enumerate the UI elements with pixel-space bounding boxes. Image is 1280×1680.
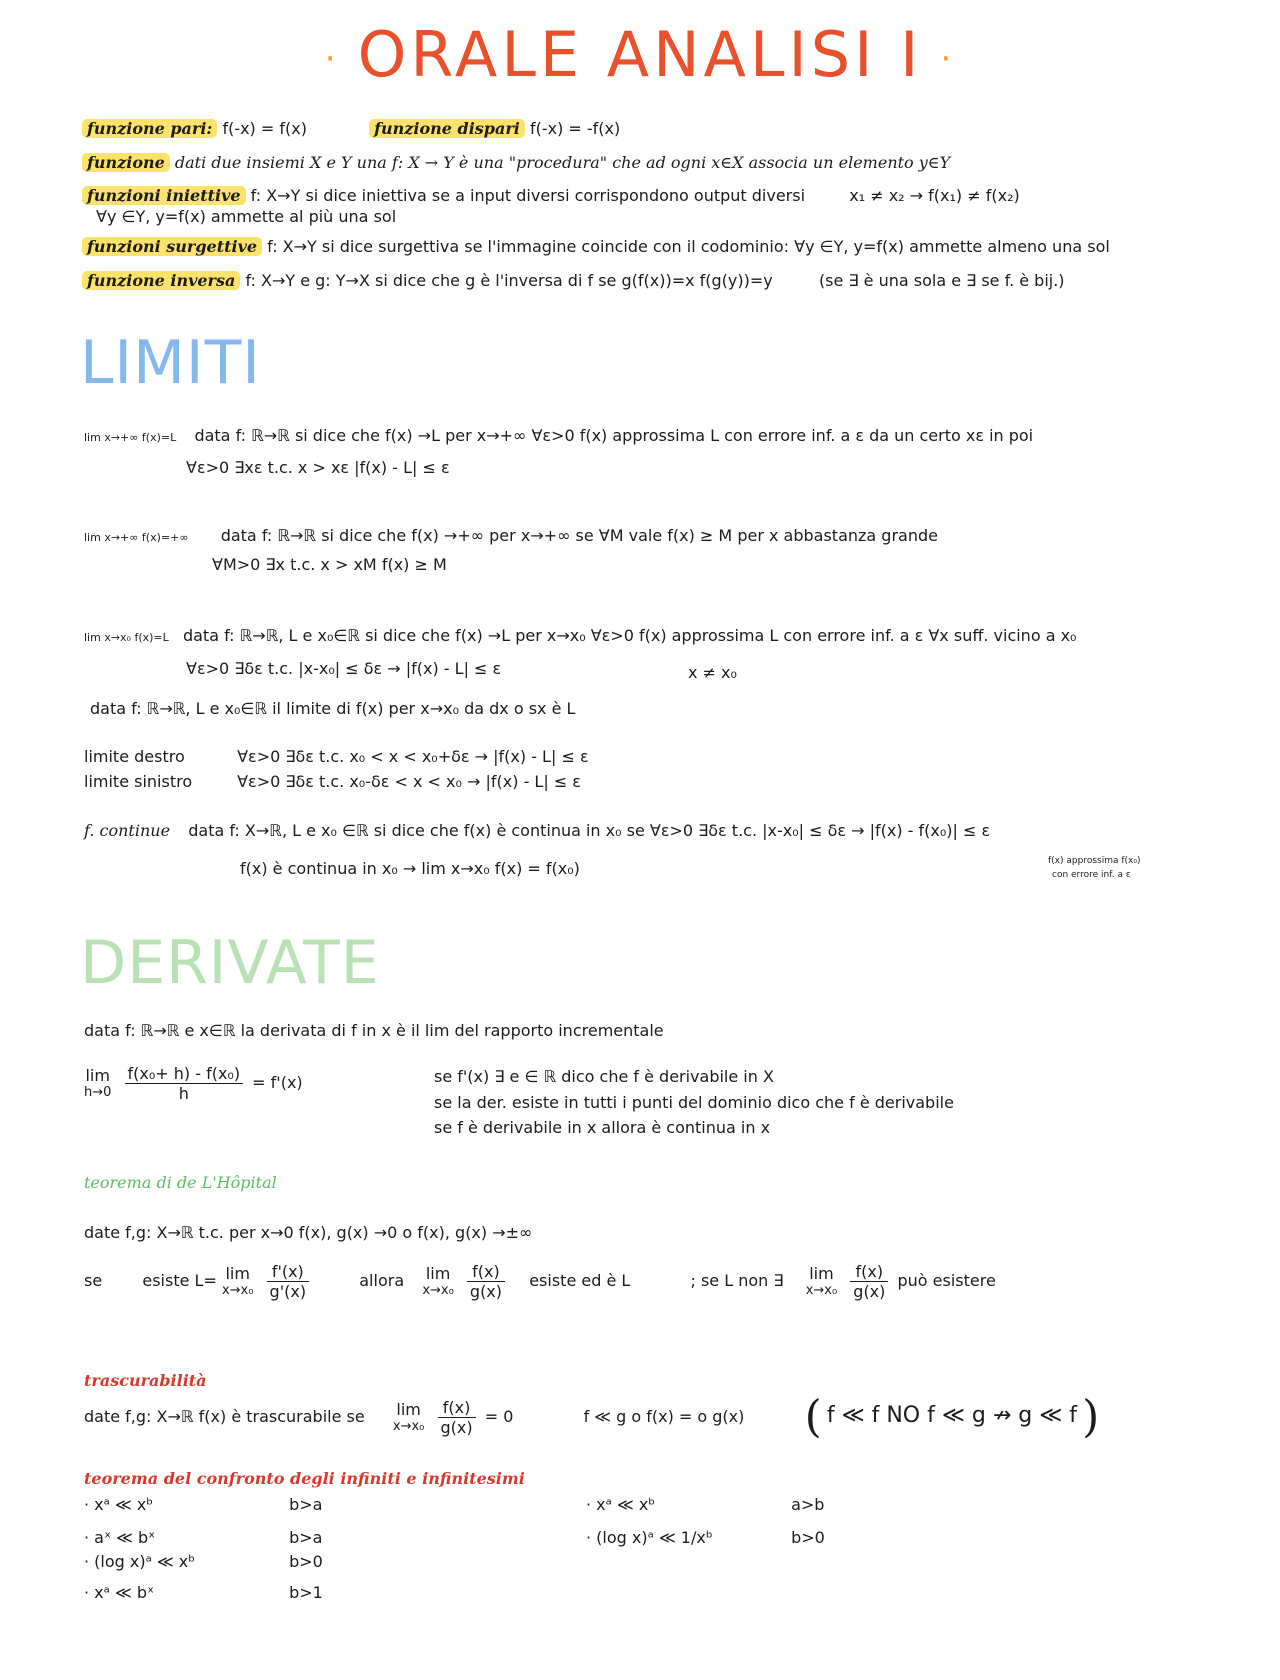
hopital-cond: date f,g: X→ℝ t.c. per x→0 f(x), g(x) →0 o f(x), g(x) →±∞ [84, 1223, 533, 1242]
conf-right-cond-2: b>0 [791, 1528, 825, 1547]
def-inversa-label: funzione inversa [82, 271, 240, 290]
conf-left-row-1 [84, 1494, 322, 1516]
limiti-l1-label: lim x→+∞ f(x)=L [84, 431, 177, 444]
hopital-esiste: esiste L= [142, 1271, 217, 1290]
hopital-lim1 [222, 1265, 254, 1299]
title-dot-left: · [324, 38, 340, 79]
limiti-l1-row [84, 425, 1033, 447]
derivate-incremental-ratio [125, 1064, 244, 1103]
limiti-l3-formula-row [186, 658, 501, 680]
hopital-title-row [84, 1172, 277, 1194]
conf-left-cond-4: b>1 [289, 1583, 323, 1602]
derivate-d1-text: data f: ℝ→ℝ e x∈ℝ la derivata di f in x è il lim del rapporto incrementale [84, 1021, 664, 1040]
trasc-note: f ≪ f NO f ≪ g ↛ g ≪ f [826, 1403, 1077, 1428]
conf-left-row-3 [84, 1551, 323, 1573]
def-funzione-label: funzione [82, 153, 170, 172]
title-text: ORALE ANALISI I [357, 18, 923, 91]
trasc-frac-den: g(x) [440, 1418, 473, 1437]
derivate-note1-row [434, 1066, 774, 1088]
def-surgettive-row [82, 236, 1110, 258]
trasc-lim [393, 1401, 425, 1435]
hopital-lim3-sub: x→x₀ [805, 1282, 838, 1298]
limiti-l2-text: data f: ℝ→ℝ si dice che f(x) →+∞ per x→+∞ se ∀M vale f(x) ≥ M per x abbastanza grande [220, 526, 938, 545]
limiti-destro-row [84, 746, 589, 768]
derivate-note3: se f è derivabile in x allora è continua in x [434, 1118, 771, 1137]
hopital-lim1-sub: x→x₀ [221, 1282, 254, 1298]
conf-left-cond-3: b>0 [289, 1552, 323, 1571]
hopital-title: teorema di de L'Hôpital [84, 1173, 277, 1192]
limiti-l3-row [84, 625, 1076, 647]
conf-left-row-4 [84, 1582, 323, 1604]
derivate-lim-word: lim [85, 1065, 110, 1085]
conf-left-cond-2: b>a [289, 1528, 323, 1547]
hopital-esiste2: esiste ed è L [529, 1271, 631, 1290]
conf-right-cond-1: a>b [791, 1495, 825, 1514]
hopital-lim2 [422, 1265, 454, 1299]
limiti-cont-note-row1 [1048, 856, 1140, 867]
hopital-frac1-num: f'(x) [267, 1262, 310, 1282]
hopital-se: se [84, 1271, 103, 1290]
limiti-cont-note2: con errore inf. a ε [1052, 870, 1131, 880]
limiti-l3-formula: ∀ε>0 ∃δε t.c. |x-x₀| ≤ δε → |f(x) - L| ≤ ε [186, 659, 502, 678]
section-derivate-heading: DERIVATE [80, 928, 380, 998]
conf-left-row-2 [84, 1527, 322, 1549]
derivate-note2-row [434, 1092, 954, 1114]
def-iniettive-row [82, 185, 1020, 207]
limiti-cont-row2 [240, 858, 580, 880]
hopital-lim2-sub: x→x₀ [422, 1282, 454, 1298]
trasc-formula-row [84, 1391, 1100, 1443]
def-surgettive-text: f: X→Y si dice surgettiva se l'immagine coincide con il codominio: ∀y ∈Y, y=f(x) ammette almeno una sol [267, 237, 1110, 256]
limiti-l3-label: lim x→x₀ f(x)=L [84, 631, 169, 644]
hopital-formula-row [84, 1262, 996, 1301]
derivate-def-formula [84, 1064, 303, 1103]
limiti-sinistro-formula: ∀ε>0 ∃δε t.c. x₀-δε < x < x₀ → |f(x) - L| ≤ ε [237, 772, 581, 791]
trasc-mid: f ≪ g o f(x) = o g(x) [583, 1407, 745, 1426]
def-inversa-row [82, 270, 1065, 292]
def-inversa-text: f: X→Y e g: Y→X si dice che g è l'inversa di f se g(f(x))=x f(g(y))=y [245, 271, 773, 290]
limiti-cont-note-row2 [1052, 870, 1131, 881]
trasc-paren-close: ) [1082, 1391, 1100, 1443]
derivate-note1: se f'(x) ∃ e ∈ ℝ dico che f è derivabile in X [434, 1067, 774, 1086]
limiti-cont-text: data f: X→ℝ, L e x₀ ∈ℝ si dice che f(x) è continua in x₀ se ∀ε>0 ∃δε t.c. |x-x₀| ≤ δε → |f(x) - f(x₀)| ≤ ε [188, 821, 991, 840]
conf-left-expr-4: · xᵃ ≪ bˣ [84, 1583, 155, 1602]
conf-right-row-2 [586, 1527, 825, 1549]
limiti-l4-text: data f: ℝ→ℝ, L e x₀∈ℝ il limite di f(x) per x→x₀ da dx o sx è L [90, 699, 576, 718]
hopital-lim3-word: lim [809, 1263, 834, 1283]
hopital-frac1 [267, 1262, 310, 1301]
conf-left-cond-1: b>a [289, 1495, 323, 1514]
hopital-frac3 [850, 1262, 888, 1301]
def-iniettive-row2 [96, 206, 396, 228]
hopital-lim3 [806, 1265, 838, 1299]
limiti-destro-formula: ∀ε>0 ∃δε t.c. x₀ < x < x₀+δε → |f(x) - L| ≤ ε [237, 747, 589, 766]
trasc-lim-sub: x→x₀ [392, 1418, 425, 1434]
limiti-cont-row [84, 820, 990, 842]
derivate-note2: se la der. esiste in tutti i punti del dominio dico che f è derivabile [434, 1093, 954, 1112]
trasc-paren-open: ( [804, 1391, 822, 1443]
limiti-l4-row [90, 698, 575, 720]
limiti-sinistro-label: limite sinistro [84, 772, 193, 791]
limiti-l3-text: data f: ℝ→ℝ, L e x₀∈ℝ si dice che f(x) →L per x→x₀ ∀ε>0 f(x) approssima L con errore inf. a ε ∀x suff. vicino a x₀ [182, 626, 1077, 645]
conf-left-expr-2: · aˣ ≪ bˣ [84, 1528, 156, 1547]
conf-left-expr-1: · xᵃ ≪ xᵇ [84, 1495, 154, 1514]
hopital-se2: ; se L non ∃ [690, 1271, 784, 1290]
def-dispari-label: funzione dispari [369, 119, 525, 138]
page-title [0, 18, 1280, 98]
derivate-d1-row [84, 1020, 664, 1042]
def-pari-row [82, 118, 620, 140]
limiti-l1-formula: ∀ε>0 ∃xε t.c. x > xε |f(x) - L| ≤ ε [186, 458, 450, 477]
hopital-frac1-den: g'(x) [269, 1282, 307, 1301]
limiti-l2-formula-row [212, 554, 447, 576]
def-pari-label: funzione pari: [82, 119, 217, 138]
trasc-frac-num: f(x) [438, 1398, 476, 1418]
derivate-ratio-result: = f'(x) [252, 1073, 303, 1092]
hopital-frac3-den: g(x) [853, 1282, 886, 1301]
trasc-title-row [84, 1370, 207, 1392]
hopital-frac2-den: g(x) [469, 1282, 503, 1301]
trasc-eq: = 0 [484, 1407, 514, 1426]
hopital-cond-row [84, 1222, 532, 1244]
def-iniettive-text2: ∀y ∈Y, y=f(x) ammette al più una sol [96, 207, 397, 226]
hopital-allora: allora [359, 1271, 405, 1290]
def-iniettive-text: f: X→Y si dice iniettiva se a input diversi corrispondono output diversi [250, 186, 806, 205]
conf-right-row-1 [586, 1494, 824, 1516]
limiti-l2-row [84, 525, 938, 547]
derivate-note3-row [434, 1117, 770, 1139]
limiti-l2-label: lim x→+∞ f(x)=+∞ [84, 531, 189, 544]
limiti-l2-formula: ∀M>0 ∃x t.c. x > xM f(x) ≥ M [212, 555, 447, 574]
trasc-title: trascurabilità [84, 1371, 207, 1390]
limiti-cont-text2: f(x) è continua in x₀ → lim x→x₀ f(x) = f(x₀) [240, 859, 580, 878]
limiti-l1-text: data f: ℝ→ℝ si dice che f(x) →L per x→+∞ ∀ε>0 f(x) approssima L con errore inf. a ε da un certo xε in poi [194, 426, 1034, 445]
def-funzione-row [82, 152, 950, 174]
hopital-lim2-word: lim [425, 1263, 451, 1283]
limiti-l3-cond: x ≠ x₀ [688, 663, 737, 682]
conf-right-expr-2: · (log x)ᵃ ≪ 1/xᵇ [586, 1528, 713, 1547]
hopital-puo: può esistere [897, 1271, 996, 1290]
conf-left-expr-3: · (log x)ᵃ ≪ xᵇ [84, 1552, 196, 1571]
def-surgettive-label: funzioni surgettive [82, 237, 262, 256]
limiti-cont-note1: f(x) approssima f(x₀) [1048, 856, 1141, 866]
def-pari-formula: f(-x) = f(x) [222, 119, 307, 138]
limiti-cont-label: f. continue [84, 821, 171, 840]
derivate-lim-operator [84, 1067, 111, 1101]
derivate-lim-sub: h→0 [84, 1084, 112, 1100]
title-dot-right: · [940, 38, 956, 79]
trasc-text: date f,g: X→ℝ f(x) è trascurabile se [84, 1407, 365, 1426]
conf-right-expr-1: · xᵃ ≪ xᵇ [586, 1495, 656, 1514]
section-limiti-heading: LIMITI [80, 328, 261, 398]
def-inversa-note: (se ∃ è una sola e ∃ se f. è bij.) [818, 271, 1065, 290]
def-iniettive-formula: x₁ ≠ x₂ → f(x₁) ≠ f(x₂) [849, 186, 1020, 205]
hopital-frac2-num: f(x) [467, 1262, 505, 1282]
derivate-ratio-numerator: f(x₀+ h) - f(x₀) [125, 1064, 244, 1084]
def-iniettive-label: funzioni iniettive [82, 186, 246, 205]
hopital-lim1-word: lim [225, 1263, 250, 1283]
limiti-l1-formula-row [186, 457, 450, 479]
def-funzione-text: dati due insiemi X e Y una f: X → Y è una "procedura" che ad ogni x∈X associa un elemento y∈Y [174, 153, 951, 172]
limiti-l3-cond-row [688, 662, 737, 684]
derivate-ratio-denominator: h [178, 1084, 189, 1103]
conf-title: teorema del confronto degli infiniti e infinitesimi [84, 1469, 525, 1488]
limiti-sinistro-row [84, 771, 581, 793]
trasc-lim-word: lim [396, 1399, 421, 1419]
conf-title-row [84, 1468, 525, 1490]
limiti-destro-label: limite destro [84, 747, 185, 766]
def-dispari-formula: f(-x) = -f(x) [529, 119, 621, 138]
hopital-frac2 [467, 1262, 505, 1301]
trasc-frac [438, 1398, 476, 1437]
hopital-frac3-num: f(x) [850, 1262, 888, 1282]
